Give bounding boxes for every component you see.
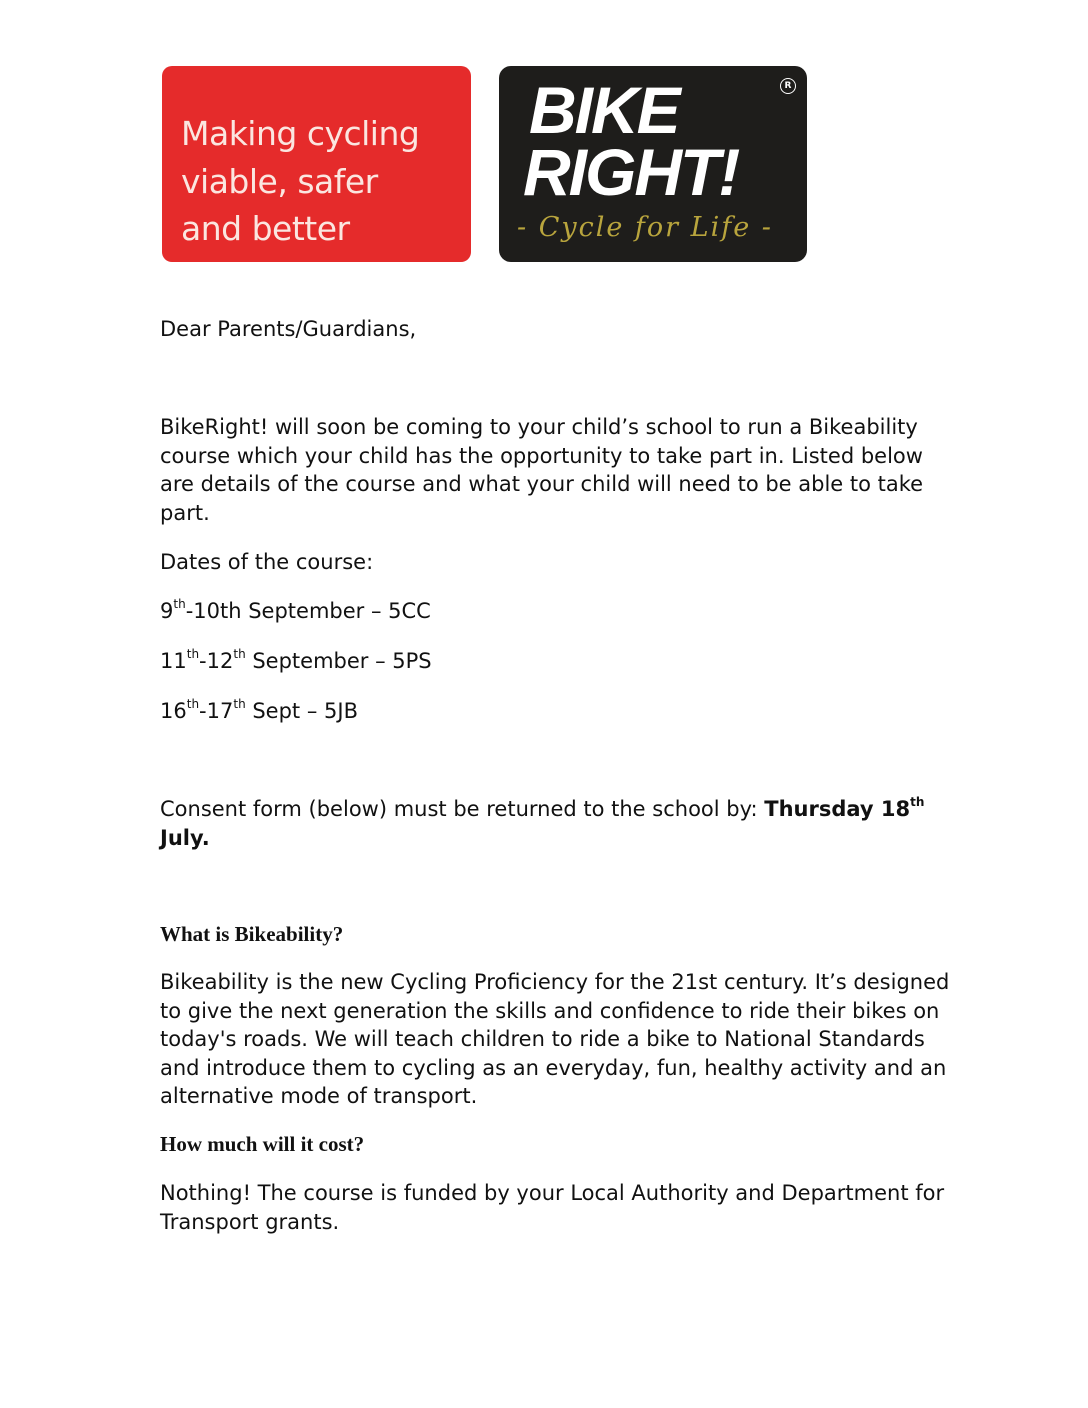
cost-line: Transport grants. — [160, 1209, 340, 1234]
course-date-row: 9th-10th September – 5CC — [160, 597, 431, 623]
brand-tagline: - Cycle for Life - — [517, 212, 773, 243]
intro-line: course which your child has the opportunity to take part in. Listed below — [160, 443, 923, 468]
what-paragraph — [160, 968, 950, 1111]
cost-line: Nothing! The course is funded by your Local Authority and Department for — [160, 1181, 945, 1205]
what-line: today's roads. We will teach children to ride a bike to National Standards — [160, 1027, 925, 1051]
consent-deadline: Thursday 18 — [764, 797, 911, 821]
intro-line: BikeRight! will soon be coming to your child’s school to run a Bikeability — [160, 415, 918, 439]
intro-line: part. — [160, 500, 210, 525]
what-heading: What is Bikeability? — [160, 922, 344, 946]
slogan-logo — [162, 66, 471, 262]
bikeright-logo — [499, 66, 807, 262]
consent-notice: Consent form (below) must be returned to the school by: Thursday 18th July. — [160, 795, 940, 852]
what-line: alternative mode of transport. — [160, 1084, 478, 1108]
dates-label: Dates of the course: — [160, 550, 374, 574]
greeting: Dear Parents/Guardians, — [160, 317, 417, 341]
slogan-line-3: and better — [181, 209, 350, 248]
what-line: and introduce them to cycling as an everyday, fun, healthy activity and an — [160, 1055, 947, 1080]
brand-line-2: RIGHT! — [523, 135, 739, 209]
course-date-row: 11th-12th September – 5PS — [160, 647, 432, 673]
intro-paragraph — [160, 413, 940, 527]
brand-line-1: BIKE — [529, 73, 679, 147]
intro-line: are details of the course and what your child will need to be able to take — [160, 472, 924, 496]
registered-mark-icon: R — [780, 78, 796, 94]
slogan-line-2: viable, safer — [181, 162, 378, 201]
what-line: to give the next generation the skills and confidence to ride their bikes on — [160, 998, 940, 1023]
cost-paragraph — [160, 1179, 945, 1236]
consent-deadline-month: July. — [160, 825, 210, 850]
slogan-line-1: Making cycling — [181, 114, 420, 153]
course-date-row: 16th-17th Sept – 5JB — [160, 697, 358, 723]
what-line: Bikeability is the new Cycling Proficiency for the 21st century. It’s designed — [160, 970, 950, 994]
cost-heading: How much will it cost? — [160, 1132, 365, 1156]
consent-text: Consent form (below) must be returned to the school by: — [160, 797, 765, 821]
